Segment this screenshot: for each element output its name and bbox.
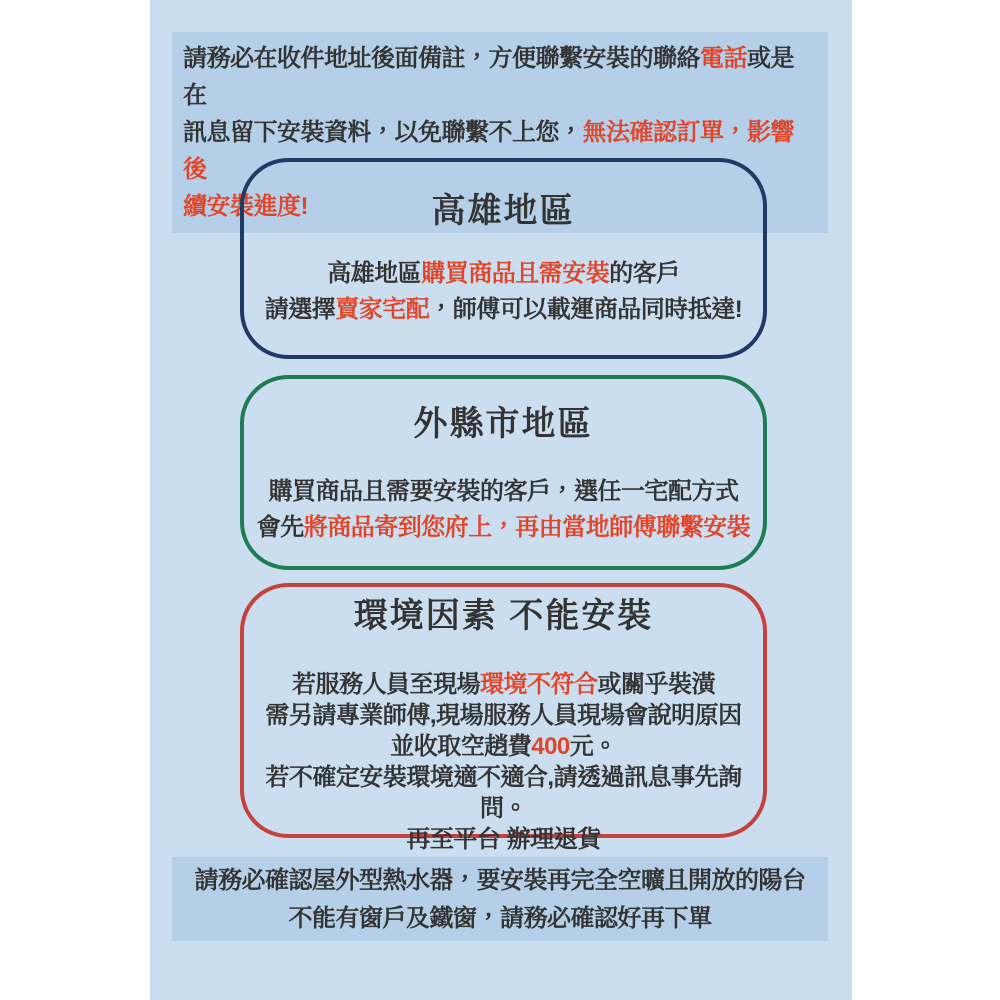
text-segment: 或是在	[183, 45, 794, 109]
other-region-box	[240, 375, 767, 570]
text-segment: 將商品寄到您府上，再由當地師傅聯繫安裝	[303, 514, 751, 541]
text-line	[244, 731, 763, 762]
text-segment: 請務必在收件地址後面備註，方便聯繫安裝的聯絡	[183, 45, 700, 72]
text-segment: 請選擇	[264, 296, 336, 323]
text-segment: 400	[531, 733, 570, 760]
kaohsiung-box-title: 高雄地區	[431, 192, 576, 230]
text-segment: 請務必確認屋外型熱水器，要安裝再完全空曠且開放的陽台	[194, 867, 806, 894]
other-region-box-title: 外縣市地區	[413, 405, 594, 443]
text-segment: 購買商品且需安裝	[421, 260, 610, 287]
text-segment: 電話	[700, 45, 747, 72]
text-line	[244, 762, 763, 824]
text-line	[178, 900, 822, 938]
text-segment: 若不確定安裝環境適不適合,請透過訊息事先詢問。	[265, 764, 742, 822]
text-segment: 再至平台 辦理退貨	[406, 826, 601, 853]
text-segment: 無法確認訂單，影響後	[183, 119, 794, 183]
environment-box	[240, 583, 767, 853]
text-segment: 需另請專業師傅,現場服務人員現場會說明原因	[265, 702, 742, 729]
text-segment: 訊息留下安裝資料，以免聯繫不上您，	[183, 119, 583, 146]
text-line	[178, 862, 822, 900]
text-line	[244, 292, 763, 328]
text-segment: 不能有窗戶及鐵窗，請務必確認好再下單	[288, 905, 712, 932]
kaohsiung-region-box	[240, 158, 767, 359]
text-line	[244, 474, 763, 510]
text-segment: 並收取空趙費	[390, 733, 532, 760]
text-segment: 環境不符合	[480, 671, 598, 698]
text-line	[244, 256, 763, 292]
text-line	[244, 824, 763, 855]
text-segment: 元。	[569, 733, 617, 760]
text-segment: 續安裝進度!	[183, 193, 308, 220]
kaohsiung-box-body	[244, 256, 763, 328]
environment-box-body	[244, 669, 763, 855]
text-line	[183, 40, 817, 114]
content-column	[150, 0, 852, 1000]
environment-box-title: 環境因素 不能安裝	[353, 597, 654, 635]
text-segment: 或關乎裝潢	[597, 671, 715, 698]
text-segment: 賣家宅配	[335, 296, 430, 323]
text-line	[244, 700, 763, 731]
bottom-notice-text	[178, 862, 822, 938]
text-segment: 的客戶	[609, 260, 680, 287]
bottom-notice-panel	[172, 857, 828, 941]
text-line	[244, 669, 763, 700]
text-segment: 購買商品且需要安裝的客戶，選任一宅配方式	[268, 478, 739, 505]
text-segment: 會先	[256, 514, 304, 541]
text-segment: 若服務人員至現場	[292, 671, 480, 698]
text-segment: 高雄地區	[327, 260, 422, 287]
text-segment: ，師傅可以載運商品同時抵達!	[429, 296, 743, 323]
text-line	[244, 510, 763, 546]
other-region-box-body	[244, 474, 763, 546]
